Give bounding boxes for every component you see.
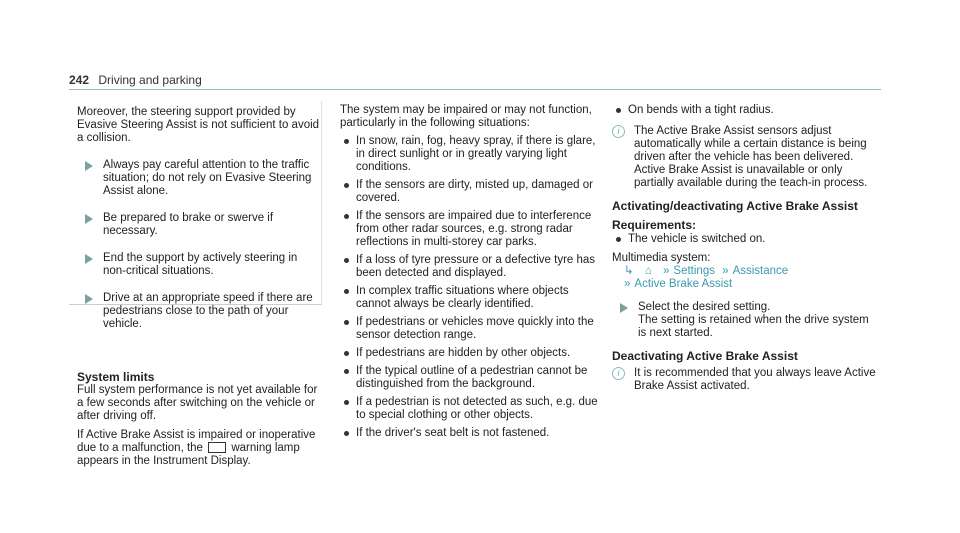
bullet-icon	[344, 258, 349, 263]
bullet-icon	[344, 214, 349, 219]
limits-text: Full system performance is not yet available for a few seconds after switching on the vehicle or after driving off.	[77, 384, 318, 422]
intro-text: The system may be impaired or may not function, particularly in the following situations:	[340, 104, 592, 129]
list-item: Always pay careful attention to the traffic situation; do not rely on Evasive Steering Assist alone.	[77, 159, 321, 198]
page-header	[69, 73, 202, 87]
header-divider	[69, 89, 881, 90]
bullet-icon	[344, 400, 349, 405]
limits-heading: System limits	[77, 370, 155, 384]
arrow-icon	[85, 214, 93, 224]
arrow-icon	[85, 161, 93, 171]
column-3	[612, 104, 880, 393]
list-item: Be prepared to brake or swerve if necessary.	[77, 212, 321, 238]
list-item: If a pedestrian is not detected as such, e.g. due to special clothing or other objects.	[340, 396, 600, 422]
chevron-icon: »	[663, 265, 670, 277]
list-item: If the driver's seat belt is not fastened.	[340, 427, 600, 440]
list-item: If a loss of tyre pressure or a defective tyre has been detected and displayed.	[340, 254, 600, 280]
intro-text: Moreover, the steering support provided by Evasive Steering Assist is not sufficient to avoid a collision.	[77, 106, 320, 144]
info-icon: i	[612, 367, 625, 380]
menu-path-2: » Active Brake Assist	[624, 278, 733, 290]
bullet-icon	[344, 320, 349, 325]
chevron-icon: »	[624, 278, 631, 290]
info-note: i The Active Brake Assist sensors adjust automatically while a certain distance is being driven after the vehicle has been delivered. Active Brake Assist is unavailable or only partially available during the teach-in process.	[612, 125, 880, 190]
return-arrow-icon: ↳	[624, 265, 634, 277]
list-item: End the support by actively steering in non-critical situations.	[77, 252, 321, 278]
info-icon: i	[612, 125, 625, 138]
section-heading: Activating/deactivating Active Brake Assist	[612, 199, 858, 213]
list-item: The vehicle is switched on.	[612, 233, 880, 246]
list-item: Select the desired setting. The setting is retained when the drive system is next started.	[612, 301, 880, 340]
list-item: If pedestrians or vehicles move quickly into the sensor detection range.	[340, 316, 600, 342]
multimedia-label: Multimedia system:	[612, 252, 711, 264]
column-1	[77, 106, 321, 468]
bullet-icon	[344, 139, 349, 144]
list-item: On bends with a tight radius.	[612, 104, 880, 117]
bullet-icon	[344, 369, 349, 374]
requirements-label: Requirements:	[612, 218, 697, 232]
chevron-icon: »	[722, 265, 729, 277]
arrow-icon	[620, 303, 628, 313]
bullet-icon	[344, 289, 349, 294]
menu-path: ↳ ⌂ » Settings » Assistance	[624, 265, 789, 277]
bullet-icon	[344, 431, 349, 436]
bullet-icon	[344, 351, 349, 356]
list-item: If pedestrians are hidden by other objects.	[340, 347, 600, 360]
bullet-icon	[616, 108, 621, 113]
section-title: Driving and parking	[98, 73, 202, 87]
section-heading-2: Deactivating Active Brake Assist	[612, 349, 798, 363]
info-note-2: i It is recommended that you always leave Active Brake Assist activated.	[612, 367, 880, 393]
bullet-icon	[344, 183, 349, 188]
list-item: If the sensors are impaired due to interference from other radar sources, e.g. strong radar reflections in multi-storey car parks.	[340, 210, 600, 249]
home-icon: ⌂	[644, 265, 652, 277]
warning-text: If Active Brake Assist is impaired or inoperative due to a malfunction, the warning lamp appears in the Instrument Display.	[77, 429, 316, 467]
list-item: Drive at an appropriate speed if there are pedestrians close to the path of your vehicle.	[77, 292, 321, 331]
bullet-icon	[616, 237, 621, 242]
list-item: In complex traffic situations where objects cannot always be clearly identified.	[340, 285, 600, 311]
arrow-icon	[85, 294, 93, 304]
page-number: 242	[69, 73, 90, 87]
list-item: If the typical outline of a pedestrian cannot be distinguished from the background.	[340, 365, 600, 391]
arrow-icon	[85, 254, 93, 264]
warning-lamp-icon	[208, 442, 226, 453]
list-item: In snow, rain, fog, heavy spray, if there is glare, in direct sunlight or in greatly varying light conditions.	[340, 135, 600, 174]
column-2	[340, 104, 600, 440]
list-item: If the sensors are dirty, misted up, damaged or covered.	[340, 179, 600, 205]
